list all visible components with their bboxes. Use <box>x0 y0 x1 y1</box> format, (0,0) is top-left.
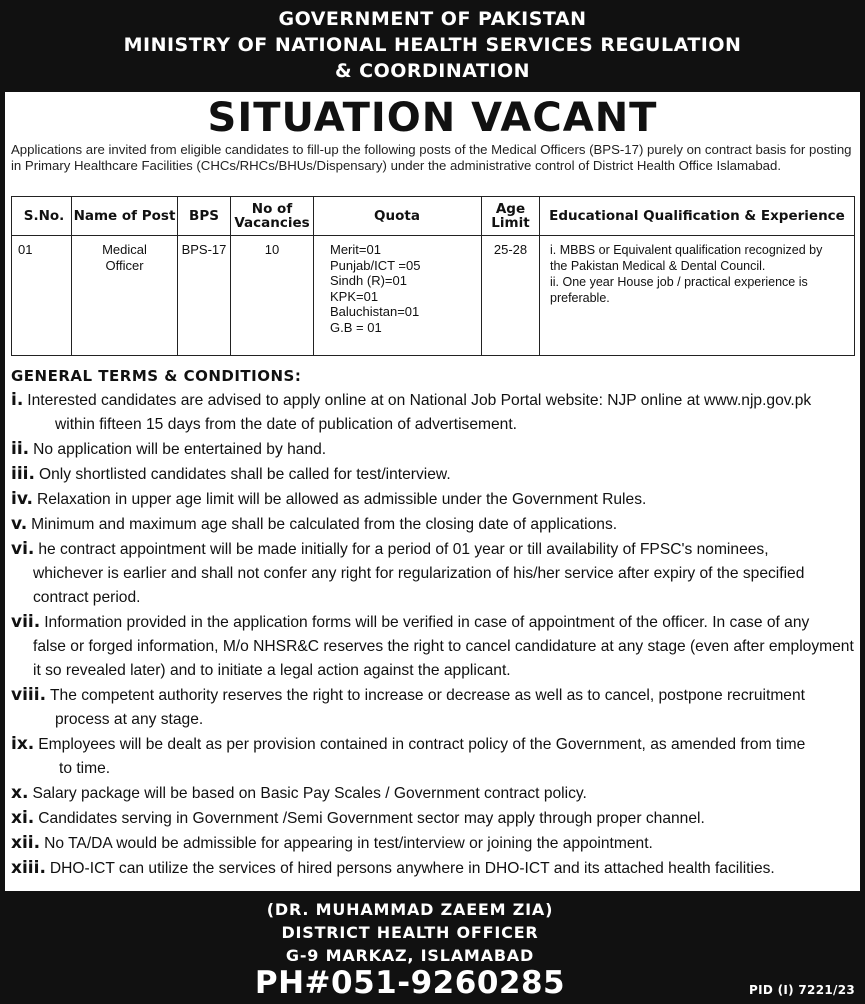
term-number: viii. <box>11 685 47 705</box>
header-coordination: & COORDINATION <box>334 60 531 82</box>
term-text: he contract appointment will be made initially for a period of 01 year or till availability of FPSC's nominees, <box>38 541 769 558</box>
term-number: ii. <box>11 439 30 459</box>
term-number: i. <box>11 390 24 410</box>
cell-vacancies: 10 <box>231 236 314 356</box>
term-text: Minimum and maximum age shall be calculated from the closing date of applications. <box>31 516 618 533</box>
cell-name-of-post <box>72 236 178 356</box>
cell-sno: 01 <box>12 236 72 356</box>
quota-line: Baluchistan=01 <box>330 304 420 319</box>
terms-heading: GENERAL TERMS & CONDITIONS: <box>11 367 302 385</box>
col-age-limit <box>482 197 540 236</box>
list-item <box>11 512 856 537</box>
list-item <box>11 437 856 462</box>
term-text: Candidates serving in Government /Semi Government sector may apply through proper channel. <box>38 810 705 827</box>
term-text: Information provided in the application forms will be verified in case of appointment of the officer. In case of any <box>44 614 810 631</box>
col-vacancies-line1: No of <box>251 201 293 217</box>
term-text: DHO-ICT can utilize the services of hired persons anywhere in DHO-ICT and its attached health facilities. <box>49 860 775 877</box>
term-continuation: whichever is earlier and shall not confer any right for regularization of his/her service after expiry of the specified contract period. <box>33 565 805 606</box>
col-quota: Quota <box>314 197 482 236</box>
terms-list <box>11 388 856 881</box>
term-text: No application will be entertained by hand. <box>33 441 327 458</box>
quota-line: KPK=01 <box>330 288 379 304</box>
term-text: Salary package will be based on Basic Pay Scales / Government contract policy. <box>32 785 587 802</box>
term-text: Interested candidates are advised to apply online at on National Job Portal website: NJP online at www.njp.gov.pk <box>27 392 812 409</box>
list-item <box>11 781 856 806</box>
term-number: iii. <box>11 464 35 484</box>
term-number: vii. <box>11 612 41 632</box>
list-item <box>11 462 856 487</box>
term-number: ix. <box>11 734 35 754</box>
cell-name-line1: Medical <box>102 242 147 257</box>
quota-line: Merit=01 <box>330 242 381 257</box>
header-government: GOVERNMENT OF PAKISTAN <box>278 8 587 30</box>
footer-banner <box>0 891 865 1004</box>
officer-name: (DR. MUHAMMAD ZAEEM ZIA) <box>266 900 554 919</box>
term-text: Employees will be dealt as per provision contained in contract policy of the Government, as amended from time <box>38 736 806 753</box>
list-item <box>11 537 856 610</box>
term-number: xii. <box>11 833 41 853</box>
col-education: Educational Qualification & Experience <box>540 197 855 236</box>
term-number: xi. <box>11 808 35 828</box>
posts-table <box>11 196 855 356</box>
education-item-1: i. MBBS or Equivalent qualification recognized by the Pakistan Medical & Dental Council. <box>550 243 823 273</box>
header-ministry: MINISTRY OF NATIONAL HEALTH SERVICES REGULATION <box>123 34 742 56</box>
cell-age-limit: 25-28 <box>482 236 540 356</box>
col-sno: S.No. <box>12 197 72 236</box>
list-item <box>11 732 856 781</box>
page-title: SITUATION VACANT <box>207 95 658 141</box>
term-number: vi. <box>11 539 35 559</box>
term-continuation: process at any stage. <box>55 711 204 728</box>
ad-body <box>5 92 860 891</box>
education-item-2: ii. One year House job / practical experience is preferable. <box>550 275 808 305</box>
term-continuation: within fifteen 15 days from the date of publication of advertisement. <box>55 416 518 433</box>
term-number: v. <box>11 514 28 534</box>
quota-line: Sindh (R)=01 <box>330 273 407 288</box>
list-item <box>11 683 856 732</box>
col-vacancies-line2: Vacancies <box>234 215 310 231</box>
table-header-row <box>12 197 855 236</box>
list-item <box>11 610 856 683</box>
term-number: iv. <box>11 489 33 509</box>
col-name-of-post: Name of Post <box>72 197 178 236</box>
term-number: xiii. <box>11 858 46 878</box>
cell-bps: BPS-17 <box>178 236 231 356</box>
list-item <box>11 856 856 881</box>
list-item <box>11 388 856 437</box>
cell-name-line2: Officer <box>105 258 144 273</box>
col-vacancies <box>231 197 314 236</box>
list-item <box>11 487 856 512</box>
intro-paragraph: Applications are invited from eligible candidates to fill-up the following posts of the Medical Officers (BPS-17) purely on contract basis for posting in Primary Healthcare Facilities (CHCs/RHCs/BHUs/Dispensary) under the administrative control of District Health Office Islamabad. <box>11 142 852 173</box>
header-banner <box>0 0 865 92</box>
cell-quota <box>314 236 482 356</box>
col-age-line2: Limit <box>491 215 530 231</box>
quota-line: Punjab/ICT =05 <box>330 257 421 273</box>
table-row <box>12 236 855 356</box>
pid-number: PID (I) 7221/23 <box>749 983 855 997</box>
term-continuation: false or forged information, M/o NHSR&C reserves the right to cancel candidature at any stage (even after employment it so revealed later) and to initiate a legal action against the applicant. <box>33 638 854 679</box>
office-address: G-9 MARKAZ, ISLAMABAD <box>285 946 535 965</box>
term-text: Relaxation in upper age limit will be allowed as admissible under the Government Rules. <box>36 491 647 508</box>
term-text: No TA/DA would be admissible for appearing in test/interview or joining the appointment. <box>44 835 653 852</box>
cell-education <box>540 236 855 356</box>
col-age-line1: Age <box>495 201 526 217</box>
officer-designation: DISTRICT HEALTH OFFICER <box>281 923 539 942</box>
list-item <box>11 831 856 856</box>
term-text: Only shortlisted candidates shall be called for test/interview. <box>38 466 451 483</box>
term-text: The competent authority reserves the right to increase or decrease as well as to cancel, postpone recruitment <box>50 687 805 704</box>
quota-line: G.B = 01 <box>330 319 382 335</box>
term-number: x. <box>11 783 29 803</box>
list-item <box>11 806 856 831</box>
term-continuation: to time. <box>59 760 111 777</box>
phone-number: PH#051-9260285 <box>254 965 566 1001</box>
col-bps: BPS <box>178 197 231 236</box>
